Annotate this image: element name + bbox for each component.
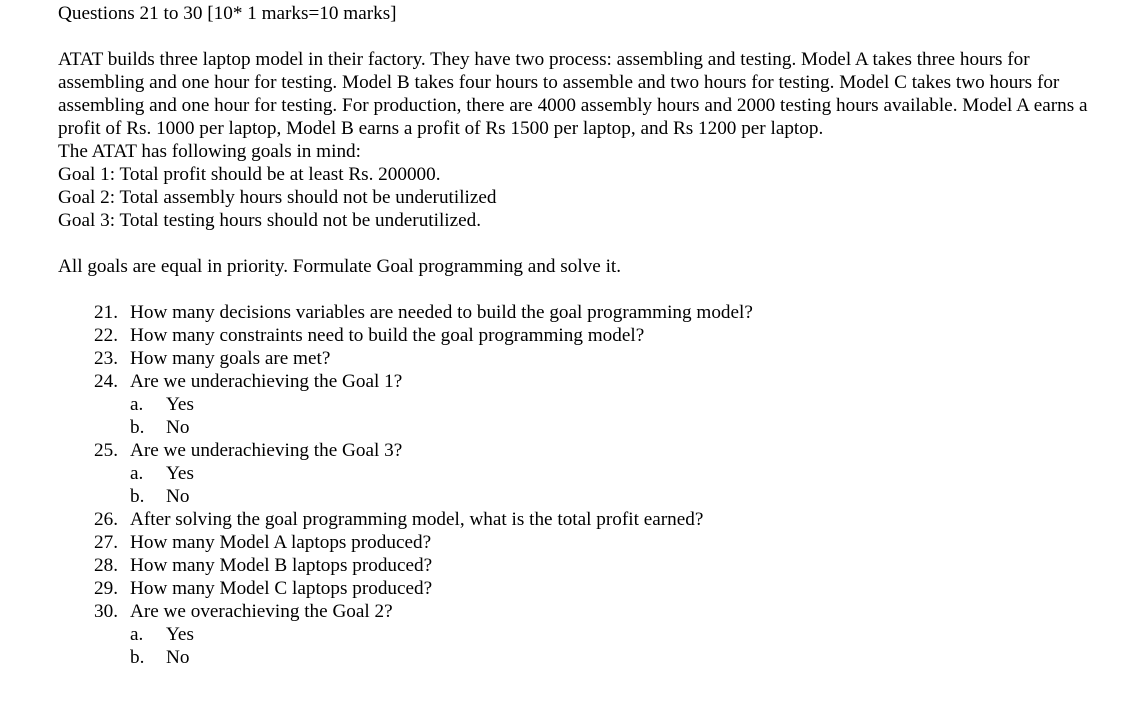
question-text: How many constraints need to build the goal programming model? (130, 325, 645, 346)
question-26 (94, 508, 1142, 531)
question-number: 23. (94, 348, 118, 369)
spacer (58, 278, 1142, 301)
question-25 (94, 439, 1142, 462)
goal-2: Goal 2: Total assembly hours should not be underutilized (58, 187, 497, 208)
spacer (58, 25, 1142, 48)
question-list (94, 301, 1142, 669)
question-number: 22. (94, 325, 118, 346)
question-number: 25. (94, 440, 118, 461)
option-text: Yes (166, 463, 194, 484)
question-number: 24. (94, 371, 118, 392)
question-number: 27. (94, 532, 118, 553)
option-letter: b. (130, 417, 145, 438)
option-b (130, 416, 1142, 439)
problem-line: profit of Rs. 1000 per laptop, Model B earns a profit of Rs 1500 per laptop, and Rs 1200 per laptop. (58, 118, 824, 139)
option-a (130, 393, 1142, 416)
question-24 (94, 370, 1142, 393)
question-number: 26. (94, 509, 118, 530)
option-letter: a. (130, 624, 144, 645)
question-number: 29. (94, 578, 118, 599)
option-letter: b. (130, 647, 145, 668)
section-header: Questions 21 to 30 [10* 1 marks=10 marks] (58, 3, 397, 24)
goal-1: Goal 1: Total profit should be at least Rs. 200000. (58, 164, 441, 185)
problem-line: assembling and one hour for testing. For production, there are 4000 assembly hours and 2000 testing hours available. Model A earns a (58, 95, 1088, 116)
problem-line: assembling and one hour for testing. Model B takes four hours to assemble and two hours for testing. Model C takes two hours for (58, 72, 1060, 93)
question-text: Are we overachieving the Goal 2? (130, 601, 393, 622)
option-b (130, 646, 1142, 669)
document-page (58, 2, 1142, 669)
question-text: How many decisions variables are needed to build the goal programming model? (130, 302, 753, 323)
question-text: How many goals are met? (130, 348, 331, 369)
question-number: 30. (94, 601, 118, 622)
instruction: All goals are equal in priority. Formulate Goal programming and solve it. (58, 256, 622, 277)
question-text: How many Model B laptops produced? (130, 555, 433, 576)
goal-3: Goal 3: Total testing hours should not be underutilized. (58, 210, 482, 231)
question-text: Are we underachieving the Goal 1? (130, 371, 403, 392)
spacer (58, 232, 1142, 255)
option-b (130, 485, 1142, 508)
question-number: 21. (94, 302, 118, 323)
problem-statement (58, 48, 1142, 232)
question-21 (94, 301, 1142, 324)
question-27 (94, 531, 1142, 554)
question-22 (94, 324, 1142, 347)
problem-line: ATAT builds three laptop model in their factory. They have two process: assembling and testing. Model A takes three hours for (58, 49, 1030, 70)
question-number: 28. (94, 555, 118, 576)
question-29 (94, 577, 1142, 600)
question-text: How many Model C laptops produced? (130, 578, 433, 599)
option-text: No (166, 417, 190, 438)
goals-intro: The ATAT has following goals in mind: (58, 141, 361, 162)
option-text: No (166, 486, 190, 507)
option-a (130, 462, 1142, 485)
question-text: How many Model A laptops produced? (130, 532, 432, 553)
option-letter: a. (130, 463, 144, 484)
question-28 (94, 554, 1142, 577)
question-23 (94, 347, 1142, 370)
question-30 (94, 600, 1142, 623)
option-text: Yes (166, 394, 194, 415)
question-text: Are we underachieving the Goal 3? (130, 440, 403, 461)
option-letter: b. (130, 486, 145, 507)
option-letter: a. (130, 394, 144, 415)
option-text: Yes (166, 624, 194, 645)
question-text: After solving the goal programming model, what is the total profit earned? (130, 509, 704, 530)
option-text: No (166, 647, 190, 668)
option-a (130, 623, 1142, 646)
